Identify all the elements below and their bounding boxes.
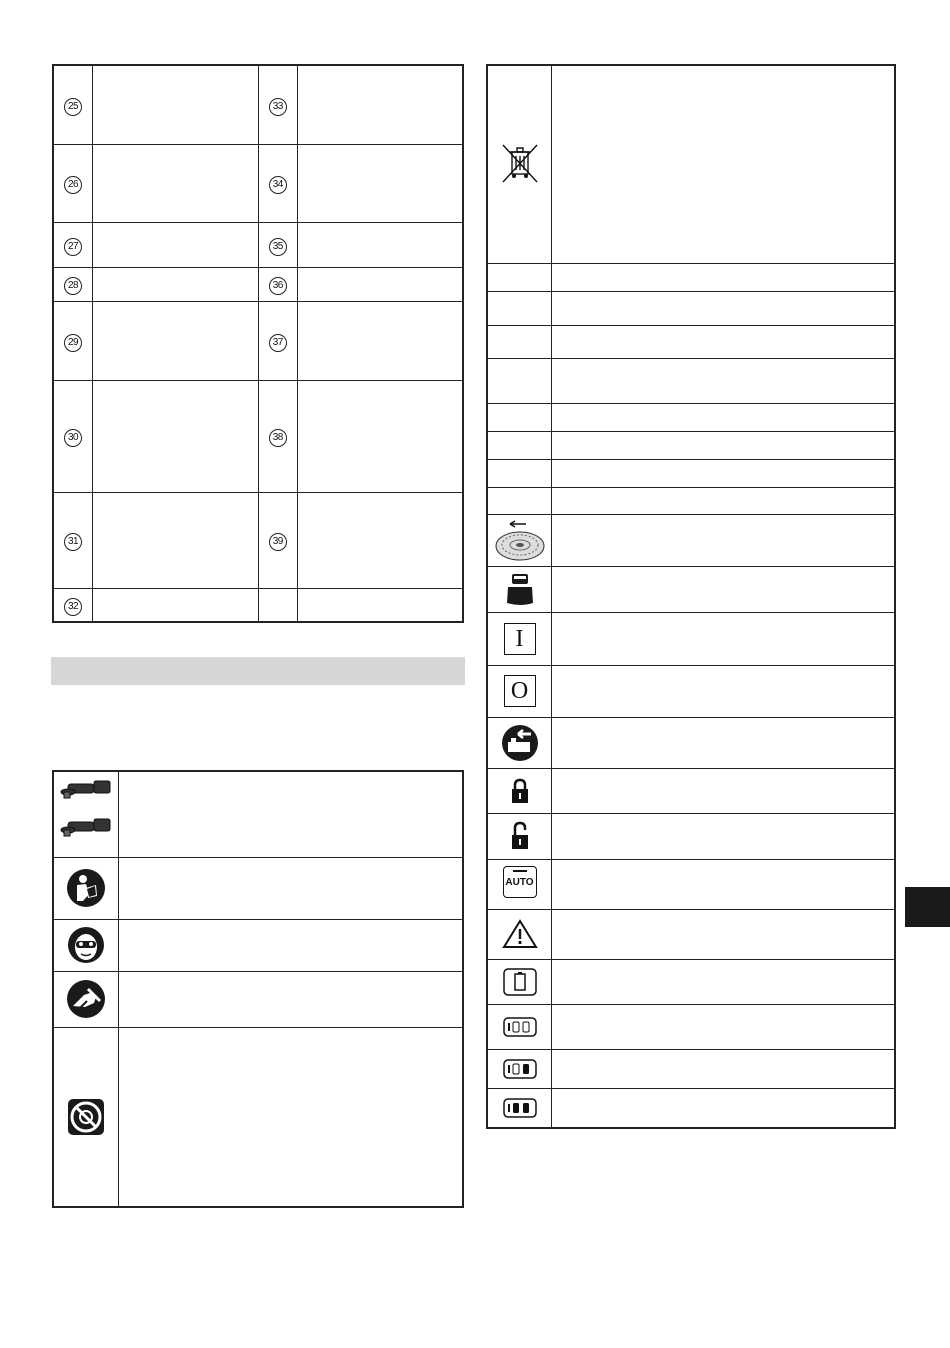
table-row [487,813,895,859]
part-description [297,144,463,222]
auto-mode-label: AUTO [505,876,534,888]
auto-mode-icon [503,866,537,898]
symbol-description [552,1088,896,1128]
part-number: 39 [269,533,287,551]
part-description [297,301,463,380]
part-number: 36 [269,277,287,295]
symbol-description [552,263,896,291]
table-row [487,487,895,514]
symbol-description [552,813,896,859]
part-number: 28 [64,277,82,295]
table-row [487,459,895,487]
part-description [93,380,259,492]
symbol-description [119,919,464,971]
symbols-table-left [52,770,464,1208]
table-row [53,588,463,622]
weee-crossed-bin-icon [500,155,540,172]
symbol-description [552,431,896,459]
lock-icon [509,782,531,799]
part-number: 31 [64,533,82,551]
unlock-icon [509,827,531,844]
symbol-description [552,325,896,358]
warning-triangle-icon [502,925,538,942]
symbol-description [119,857,464,919]
part-description [297,222,463,267]
part-number: 30 [64,429,82,447]
part-description [93,492,259,588]
part-description [297,492,463,588]
table-row [487,431,895,459]
part-number: 32 [64,598,82,616]
table-row [53,857,463,919]
symbol-description [552,566,896,612]
table-row [53,301,463,380]
switch-off-icon [504,675,536,707]
symbol-description [119,1027,464,1207]
table-row [487,959,895,1004]
table-row [53,380,463,492]
table-row [487,291,895,325]
part-description [297,588,463,622]
table-row [487,768,895,813]
part-description [93,588,259,622]
part-number: 29 [64,334,82,352]
symbol-description [552,665,896,717]
part-description [93,144,259,222]
hand-warning-icon [66,990,106,1007]
table-row [487,514,895,566]
table-row [487,263,895,291]
switch-on-icon [504,623,536,655]
table-row [487,1004,895,1049]
symbol-description [552,291,896,325]
battery-level-low-icon [502,1060,538,1077]
table-row [53,971,463,1027]
chapter-thumb-tab [905,887,950,927]
symbol-description [119,771,464,857]
table-row [487,358,895,403]
spindle-lock-icon [505,580,535,597]
table-row [53,222,463,267]
symbol-description [552,514,896,566]
part-number: 33 [269,98,287,116]
part-description [93,222,259,267]
table-row [487,566,895,612]
part-description [297,267,463,301]
symbol-description [552,612,896,665]
section-heading-bar [51,657,465,685]
table-row [487,665,895,717]
part-number: 26 [64,176,82,194]
part-description [297,380,463,492]
part-description [93,267,259,301]
table-row [53,65,463,144]
symbol-description [552,859,896,909]
table-row [53,771,463,857]
table-row [487,1088,895,1128]
parts-table [52,64,464,623]
battery-remove-icon [501,734,539,751]
table-row [487,612,895,665]
part-number: 25 [64,98,82,116]
symbol-description [552,959,896,1004]
symbol-description [552,1004,896,1049]
part-description [93,301,259,380]
part-number: 27 [64,238,82,256]
symbol-description [552,768,896,813]
part-description [93,65,259,144]
symbol-description [552,65,896,263]
read-manual-icon [66,879,106,896]
symbol-description [552,487,896,514]
part-description [297,65,463,144]
symbol-description [552,403,896,431]
part-number: 34 [269,176,287,194]
switch-on-label: I [515,625,524,652]
symbol-description [552,1049,896,1088]
battery-level-empty-icon [502,1018,538,1035]
table-row [487,1049,895,1088]
table-row [53,267,463,301]
switch-off-label: O [510,678,529,704]
angle-grinder-icon [58,805,114,822]
wheel-rotation-icon [494,531,546,548]
table-row [487,859,895,909]
table-row [487,325,895,358]
symbols-table-right [486,64,896,1129]
table-row [53,919,463,971]
symbol-description [552,459,896,487]
table-row [487,909,895,959]
symbol-description [552,358,896,403]
symbol-description [552,717,896,768]
battery-level-medium-icon [502,1099,538,1116]
table-row [487,65,895,263]
part-number: 38 [269,429,287,447]
wear-safety-glasses-icon [67,936,105,953]
table-row [53,492,463,588]
symbol-description [552,909,896,959]
table-row [53,144,463,222]
table-row [487,717,895,768]
table-row [53,1027,463,1207]
symbol-description [119,971,464,1027]
part-number: 37 [269,334,287,352]
no-cracked-wheel-icon [67,1108,105,1125]
battery-icon [502,973,538,990]
table-row [487,403,895,431]
part-number: 35 [269,238,287,256]
